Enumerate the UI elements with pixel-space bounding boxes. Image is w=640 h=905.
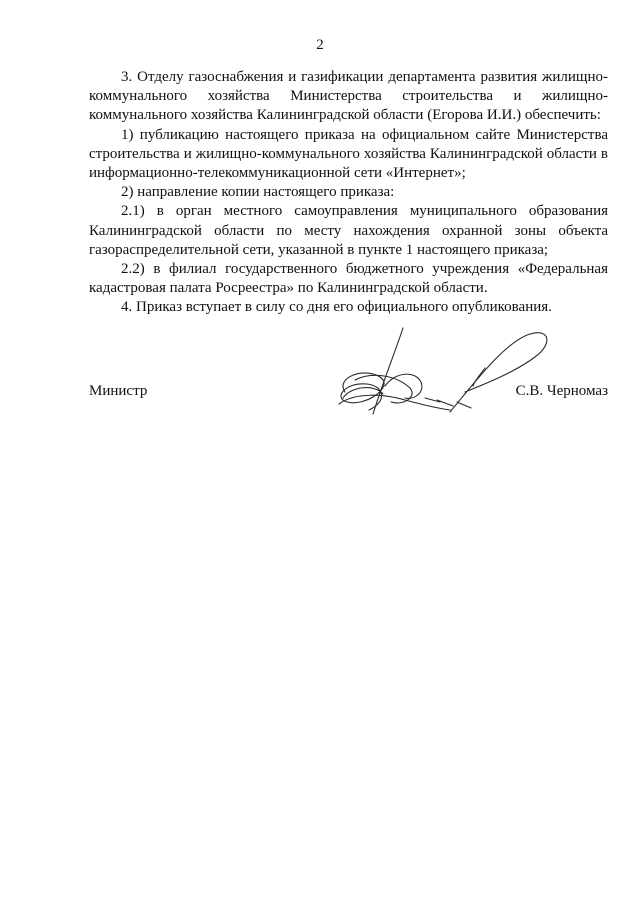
signatory-title: Министр: [89, 383, 148, 399]
signatory-name: С.В. Черномаз: [515, 383, 608, 399]
document-body: [89, 68, 608, 318]
paragraph-3-2-2: 2.2) в филиал государственного бюджетного учреждения «Федеральная кадастровая палата Росреестра» по Калининградской области.: [89, 261, 608, 297]
paragraph-3: 3. Отделу газоснабжения и газификации департамента развития жилищно-коммунального хозяйства Министерства строительства и жилищно-коммунального хозяйства Калининградской области (Егорова И.И.) обеспечить:: [89, 69, 608, 124]
paragraph-3-2: 2) направление копии настоящего приказа:: [121, 184, 395, 201]
page-number: 2: [316, 37, 324, 53]
paragraph-3-2-1: 2.1) в орган местного самоуправления муниципального образования Калининградской области по месту нахождения охранной зоны объекта газораспределительной сети, указанной в пункте 1 настоящего приказа;: [89, 203, 608, 258]
paragraph-4: 4. Приказ вступает в силу со дня его официального опубликования.: [121, 299, 552, 316]
handwritten-signature: [325, 322, 555, 422]
signature-block: [89, 382, 608, 404]
paragraph-3-1: 1) публикацию настоящего приказа на официальном сайте Министерства строительства и жилищно-коммунального хозяйства Калининградской области в информационно-телекоммуникационной сети «Интернет»;: [89, 126, 608, 182]
